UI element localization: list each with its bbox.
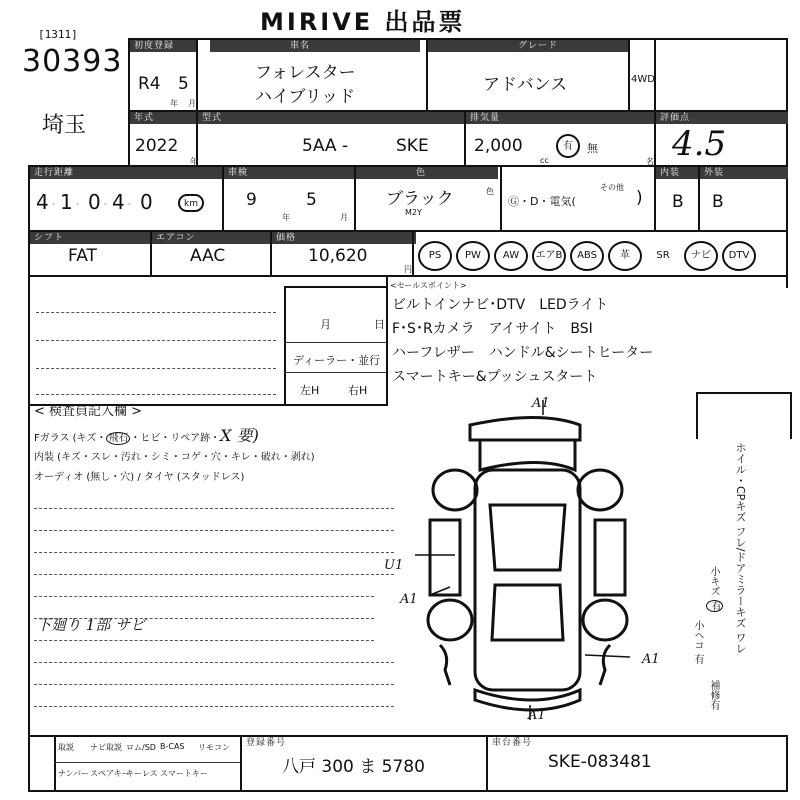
footer-item-bottom: スマートキー	[160, 769, 208, 778]
inspector-rule	[34, 706, 394, 707]
header-exterior: 外装	[700, 167, 788, 179]
cc-unit: cc	[540, 156, 549, 165]
mark-left-lower: A1	[400, 592, 418, 607]
yes-circle: 有	[556, 134, 580, 158]
footer-item-bottom: スペアキー	[90, 769, 130, 778]
header-inspection: 車検	[224, 167, 358, 179]
header-chassis: 車台番号	[488, 737, 572, 749]
option-2: AW	[494, 241, 528, 271]
footer-item-top: 取説	[58, 743, 74, 752]
recycle-day: 日	[374, 318, 385, 331]
header-registration: 登録番号	[242, 737, 326, 749]
small-dent-yes: 有	[692, 654, 703, 664]
color-code: M2Y	[405, 208, 422, 217]
inspector-rule	[34, 684, 394, 685]
exterior-grade: B	[712, 192, 724, 212]
option-4: ABS	[570, 241, 604, 271]
inspector-line1: Fガラス (キズ・ 飛石 ・ヒビ・リペア跡・X 要)	[34, 426, 259, 445]
fuel-options: Ⓖ・D・電気(	[508, 195, 576, 208]
price-unit: 円	[404, 265, 412, 274]
option-1: PW	[456, 241, 490, 271]
price-value: 10,620	[308, 246, 368, 266]
sales-point-item: F･S･Rカメラ アイサイト BSI	[392, 321, 593, 337]
interior-grade: B	[672, 192, 684, 212]
color-value: ブラック	[386, 189, 454, 209]
registration-value: 八戸 300 ま 5780	[282, 757, 425, 777]
mileage-digit: 0	[140, 190, 153, 214]
region: 埼玉	[42, 113, 87, 138]
inspection-year-unit: 年	[282, 213, 290, 222]
inspector-heading: < 検査員記入欄 >	[34, 404, 143, 419]
small-damage-yes: 有	[706, 600, 723, 612]
option-5: 革	[608, 241, 642, 271]
side-note-box	[696, 392, 792, 439]
digit-separator: ·	[76, 200, 79, 209]
footer-item-top: B-CAS	[160, 742, 185, 751]
month-unit: 月	[188, 99, 196, 108]
mark-front: A1	[532, 396, 550, 411]
handwritten-note: 下廻り 1部 サビ	[36, 616, 146, 634]
year-unit: 年	[170, 99, 178, 108]
small-damage-label: 小キズ	[708, 566, 719, 596]
aircon-value: AAC	[190, 246, 226, 266]
color-label: 色	[486, 187, 494, 196]
fuel-close: )	[636, 188, 643, 208]
digit-separator: ·	[104, 200, 107, 209]
car-name-line2: ハイブリッド	[255, 87, 356, 107]
inspector-rule	[34, 574, 394, 575]
header-price: 価格	[272, 232, 416, 244]
footer-item-top: ロム/SD	[126, 743, 156, 752]
header-car-name: 車名	[210, 40, 420, 52]
displacement-value: 2,000	[474, 136, 523, 156]
option-0: PS	[418, 241, 452, 271]
header-shift: シフト	[30, 232, 152, 244]
left-hand: 左H	[300, 384, 320, 397]
sheet-title: MIRIVE 出品票	[260, 8, 466, 36]
chip-circled: 飛石	[108, 433, 129, 444]
footer-item-bottom: ナンバー	[58, 769, 90, 778]
mileage-digit: 1	[60, 190, 73, 214]
inspector-line3: オーディオ (無し・穴) / タイヤ (スタッドレス)	[34, 472, 245, 483]
header-interior: 内装	[656, 167, 700, 179]
mileage-digit: 0	[88, 190, 101, 214]
inspection-month-unit: 月	[340, 213, 348, 222]
inspector-rule	[34, 530, 394, 531]
km-unit: km	[178, 194, 204, 212]
inspector-rule	[34, 640, 374, 641]
repair-label: 補修有	[708, 680, 719, 710]
grade-value: アドバンス	[483, 75, 568, 95]
model-year-value: 2022	[135, 136, 179, 156]
model-code: SKE	[396, 136, 429, 156]
sales-point-item: ハーフレザー ハンドル&シートヒーター	[392, 345, 654, 361]
score-value: 4.5	[672, 124, 727, 164]
inspector-line2: 内装 (キズ・スレ・汚れ・シミ・コゲ・穴・キレ・破れ・剥れ)	[34, 452, 315, 463]
side-note-vertical: ホイル・CPキズ フレ/ドアミラーキズ ワレ	[734, 442, 747, 655]
sales-point-item: スマートキー&プッシュスタート	[392, 369, 598, 385]
mark-rear: A1	[528, 708, 546, 723]
inspection-year: 9	[246, 190, 257, 210]
era-year: R4	[138, 74, 161, 94]
dealer-parallel: ディーラー・並行	[293, 354, 381, 367]
first-reg-month: 5	[178, 74, 189, 94]
header-first-reg: 初度登録	[130, 40, 198, 52]
chassis-value: SKE-083481	[548, 752, 652, 772]
header-score: 評価点	[656, 112, 788, 124]
right-hand: 右H	[348, 384, 368, 397]
header-displacement: 排気量	[466, 112, 656, 124]
inspection-month: 5	[306, 190, 317, 210]
inspector-rule	[34, 596, 374, 597]
car-name-line1: フォレスター	[255, 63, 356, 83]
mark-left-side: U1	[384, 558, 404, 573]
footer-item-top: リモコン	[198, 743, 230, 752]
header-model-year: 年式	[130, 112, 198, 124]
sales-point-item: ビルトインナビ･DTV LEDライト	[392, 297, 609, 313]
sales-point-label: <セールスポイント>	[390, 281, 467, 290]
inspector-rule	[34, 662, 394, 663]
car-diagram	[395, 395, 695, 735]
drive-type: 4WD	[631, 74, 655, 85]
model-code-prefix: 5AA -	[302, 136, 349, 156]
no-label: 無	[587, 142, 598, 155]
option-8: DTV	[722, 241, 756, 271]
header-mileage: 走行距離	[30, 167, 224, 179]
shift-value: FAT	[68, 246, 97, 266]
header-grade: グレード	[428, 40, 628, 52]
doors-unit: 名	[646, 157, 654, 166]
mileage-digit: 4	[112, 190, 125, 214]
inspector-mark: X 要)	[220, 426, 259, 445]
small-dent-label: 小ヘコ	[692, 620, 703, 650]
inspector-rule	[34, 552, 394, 553]
lot-code: [1311]	[38, 28, 78, 41]
recycle-month: 月	[320, 318, 331, 331]
mileage-digit: 4	[36, 190, 49, 214]
footer-item-top: ナビ取説	[90, 743, 122, 752]
option-6: SR	[656, 250, 670, 261]
lot-number: 30393	[22, 44, 123, 79]
option-7: ナビ	[684, 241, 718, 271]
header-color: 色	[356, 167, 498, 179]
inspector-rule	[34, 508, 394, 509]
model-year-unit: 年	[190, 157, 198, 166]
header-type: 型式	[198, 112, 468, 124]
digit-separator: ·	[128, 200, 131, 209]
digit-separator: ·	[52, 200, 55, 209]
mark-right-rear: A1	[642, 652, 660, 667]
header-aircon: エアコン	[152, 232, 272, 244]
fuel-other-label: その他	[600, 183, 624, 192]
footer-item-bottom: キーレス	[126, 769, 158, 778]
option-3: エアB	[532, 241, 566, 271]
